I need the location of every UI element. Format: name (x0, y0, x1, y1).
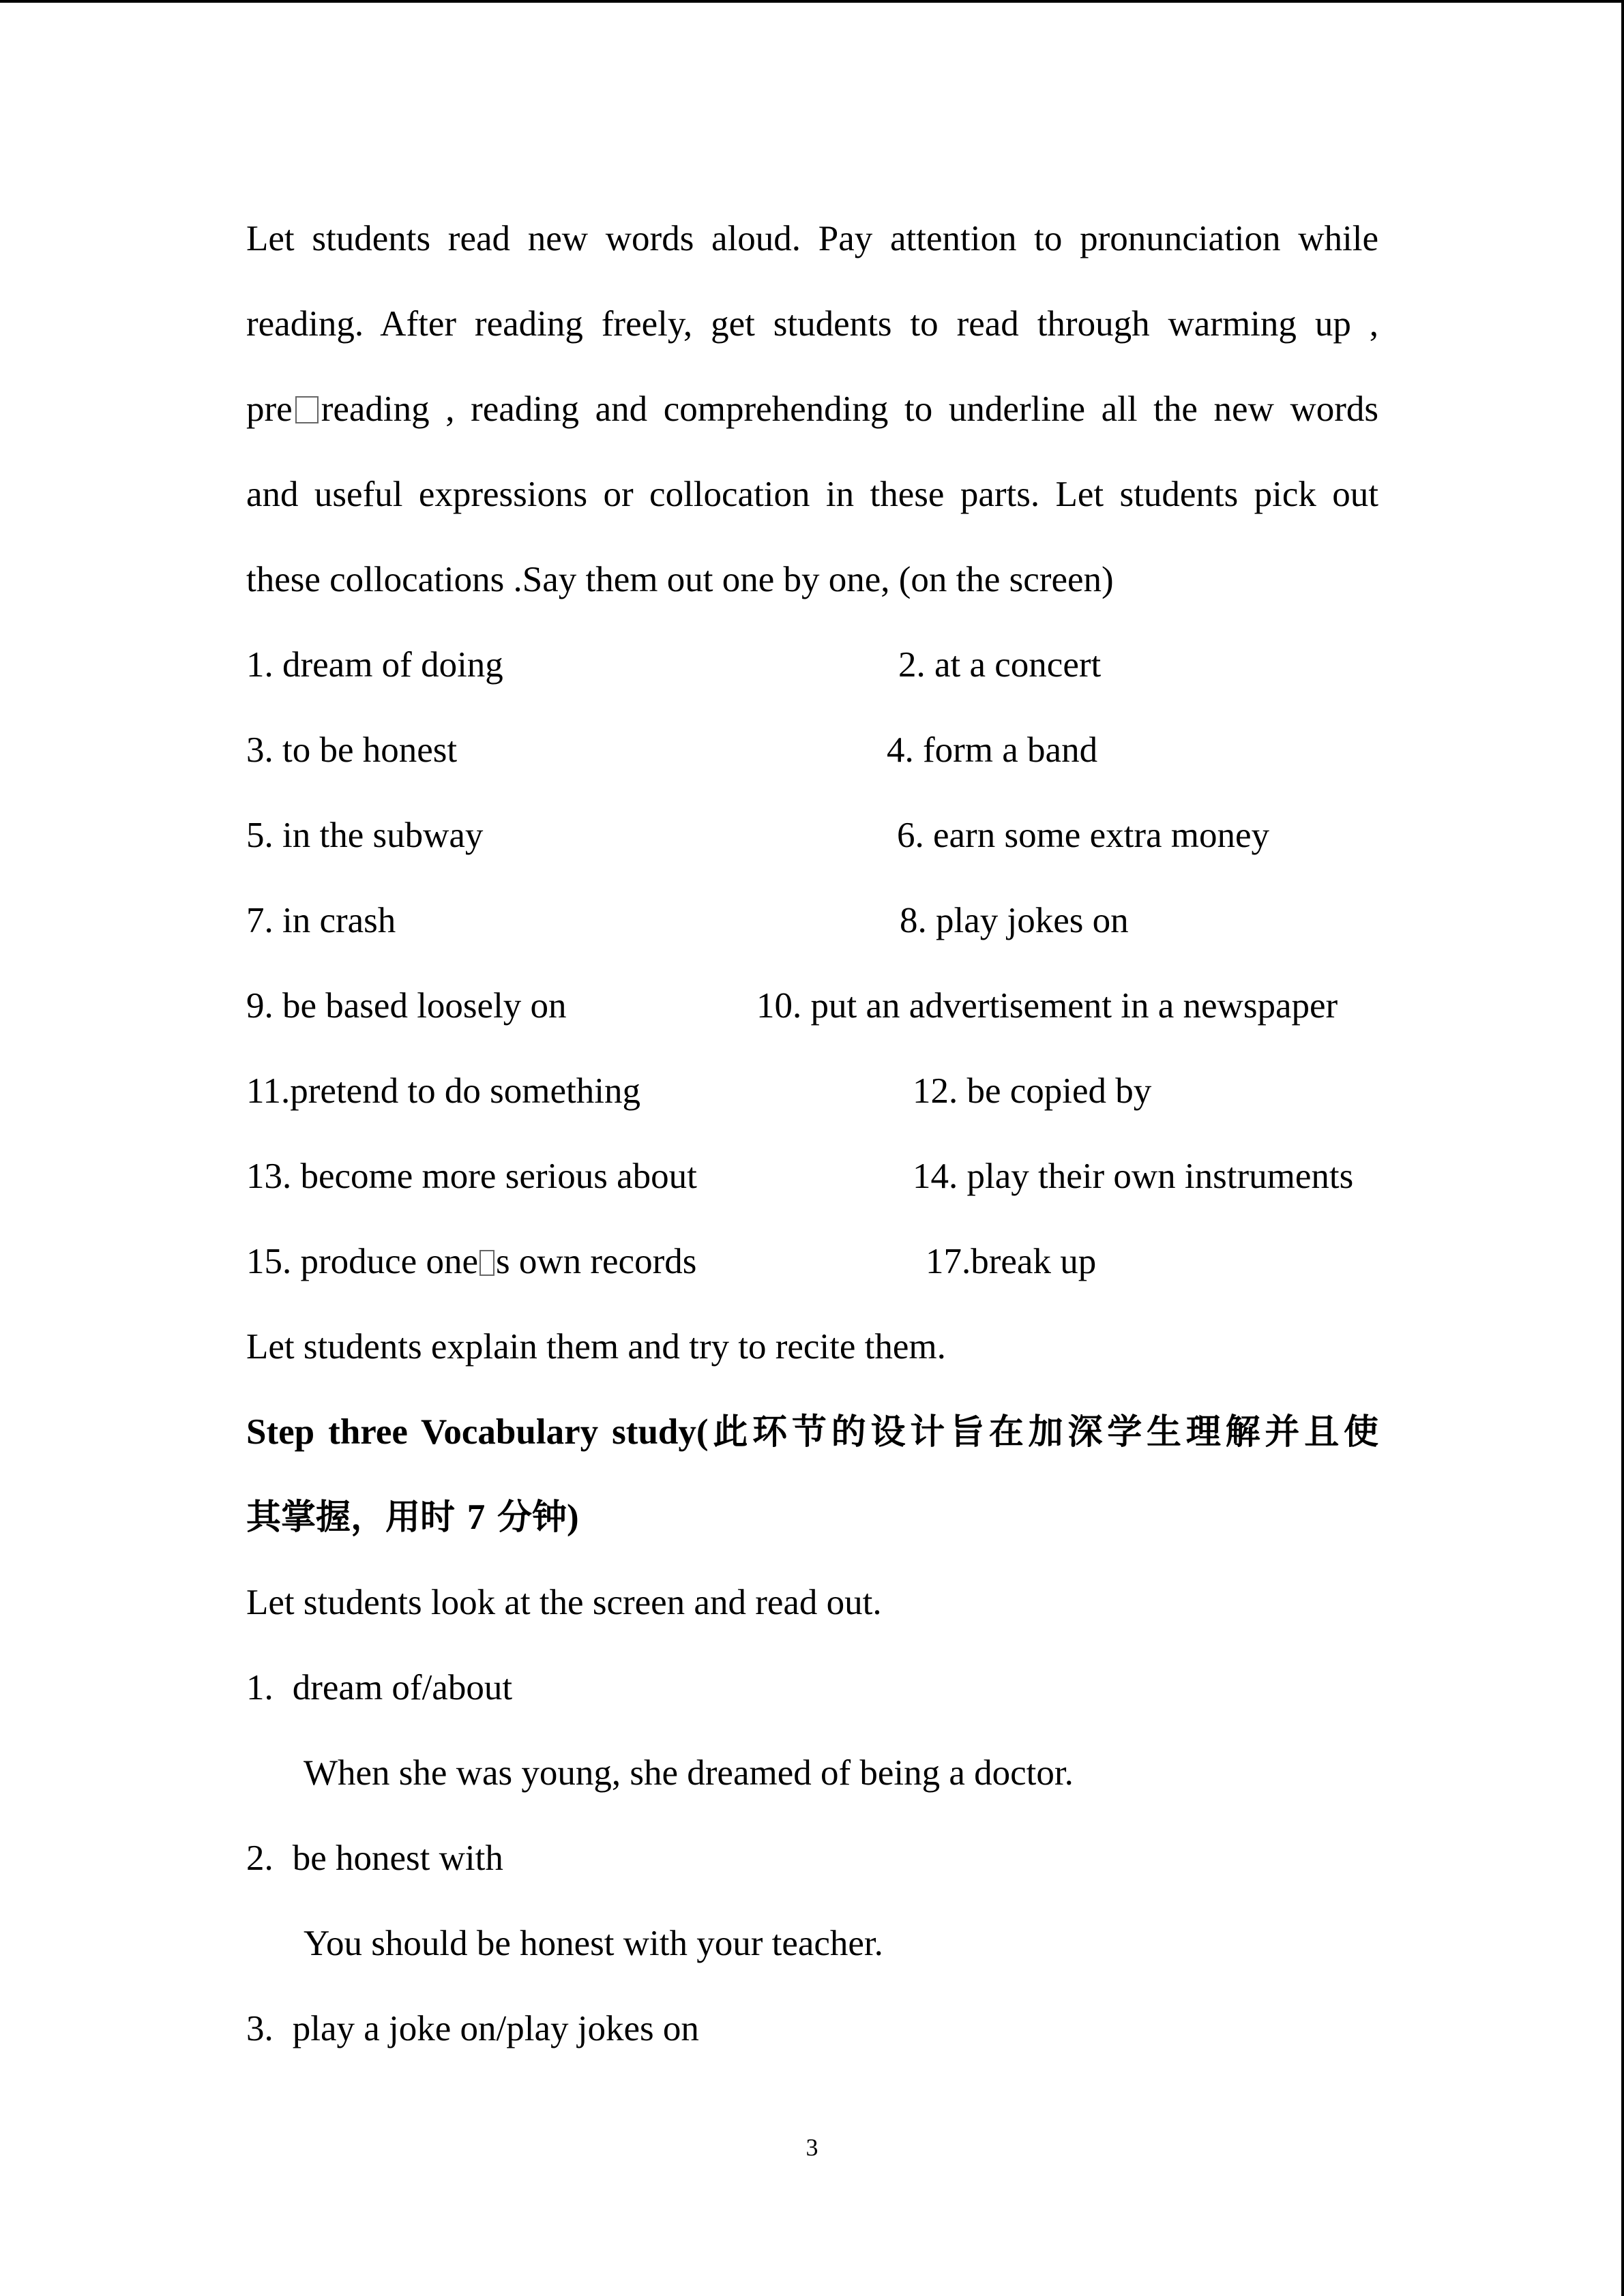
intro-line-1: Let students read new words aloud. Pay attention to pronunciation while (246, 219, 1378, 258)
step3-heading-cn-1: 此环节的设计旨在加深学生理解并且使 (708, 1412, 1378, 1452)
step3-heading-close: ) (567, 1497, 579, 1537)
vocab-item-1-term: dream of/about (292, 1668, 513, 1708)
missing-glyph-box (295, 396, 319, 423)
step3-heading-en: Step three Vocabulary study( (246, 1412, 709, 1452)
collocation-item-10: 10. put an advertisement in a newspaper (756, 986, 1338, 1026)
step3-heading-cn-2a: 其掌握，用时 (246, 1497, 467, 1538)
collocation-item-17: 17.break up (926, 1242, 1097, 1281)
collocation-item-7: 7. in crash (246, 901, 396, 940)
explain-instruction: Let students explain them and try to recite them. (246, 1327, 946, 1367)
collocation-item-15-start: 15. produce one (246, 1242, 478, 1281)
vocab-item-3-term: play a joke on/play jokes on (292, 2009, 699, 2048)
page-border-right (1621, 0, 1624, 2296)
vocab-item-2-num: 2. (246, 1838, 274, 1878)
collocation-item-15 (246, 1240, 696, 1283)
page-border-top (0, 0, 1624, 3)
vocab-item-3 (246, 2007, 699, 2051)
page-number: 3 (806, 2134, 818, 2161)
collocation-item-6: 6. earn some extra money (897, 816, 1269, 855)
collocation-item-14: 14. play their own instruments (913, 1157, 1354, 1196)
missing-glyph-box (479, 1250, 494, 1276)
collocation-item-1: 1. dream of doing (246, 645, 503, 685)
collocation-item-2: 2. at a concert (898, 645, 1102, 685)
step3-heading-line-1 (246, 1410, 1378, 1455)
intro-line-5: these collocations .Say them out one by one, (on the screen) (246, 560, 1114, 599)
intro-line-3 (246, 387, 1378, 431)
intro-line-2: reading. After reading freely, get students to read through warming up , (246, 304, 1378, 344)
step3-heading-num: 7 (467, 1497, 486, 1537)
vocab-item-1-num: 1. (246, 1668, 274, 1708)
vocab-item-1-example: When she was young, she dreamed of being a doctor. (304, 1753, 1074, 1793)
vocab-item-2 (246, 1836, 503, 1880)
intro-line-3-prefix: pre (246, 389, 293, 429)
intro-line-4: and useful expressions or collocation in these parts. Let students pick out (246, 475, 1378, 514)
step3-heading-line-2 (246, 1495, 579, 1540)
vocab-item-1 (246, 1666, 512, 1710)
vocab-item-3-num: 3. (246, 2009, 274, 2048)
vocab-item-2-term: be honest with (292, 1838, 503, 1878)
collocation-item-11: 11.pretend to do something (246, 1071, 641, 1111)
intro-line-3-rest: reading , reading and comprehending to underline all the new words (321, 389, 1378, 429)
collocation-item-4: 4. form a band (887, 730, 1098, 770)
collocation-item-5: 5. in the subway (246, 816, 484, 855)
collocation-item-12: 12. be copied by (913, 1071, 1152, 1111)
collocation-item-15-end: s own records (495, 1242, 697, 1281)
collocation-item-3: 3. to be honest (246, 730, 458, 770)
vocab-item-2-example: You should be honest with your teacher. (304, 1924, 883, 1963)
step3-heading-cn-2b: 分钟 (485, 1497, 567, 1538)
collocation-item-13: 13. become more serious about (246, 1157, 697, 1196)
collocation-item-9: 9. be based loosely on (246, 986, 567, 1026)
step3-instruction: Let students look at the screen and read out. (246, 1583, 882, 1622)
collocation-item-8: 8. play jokes on (900, 901, 1129, 940)
